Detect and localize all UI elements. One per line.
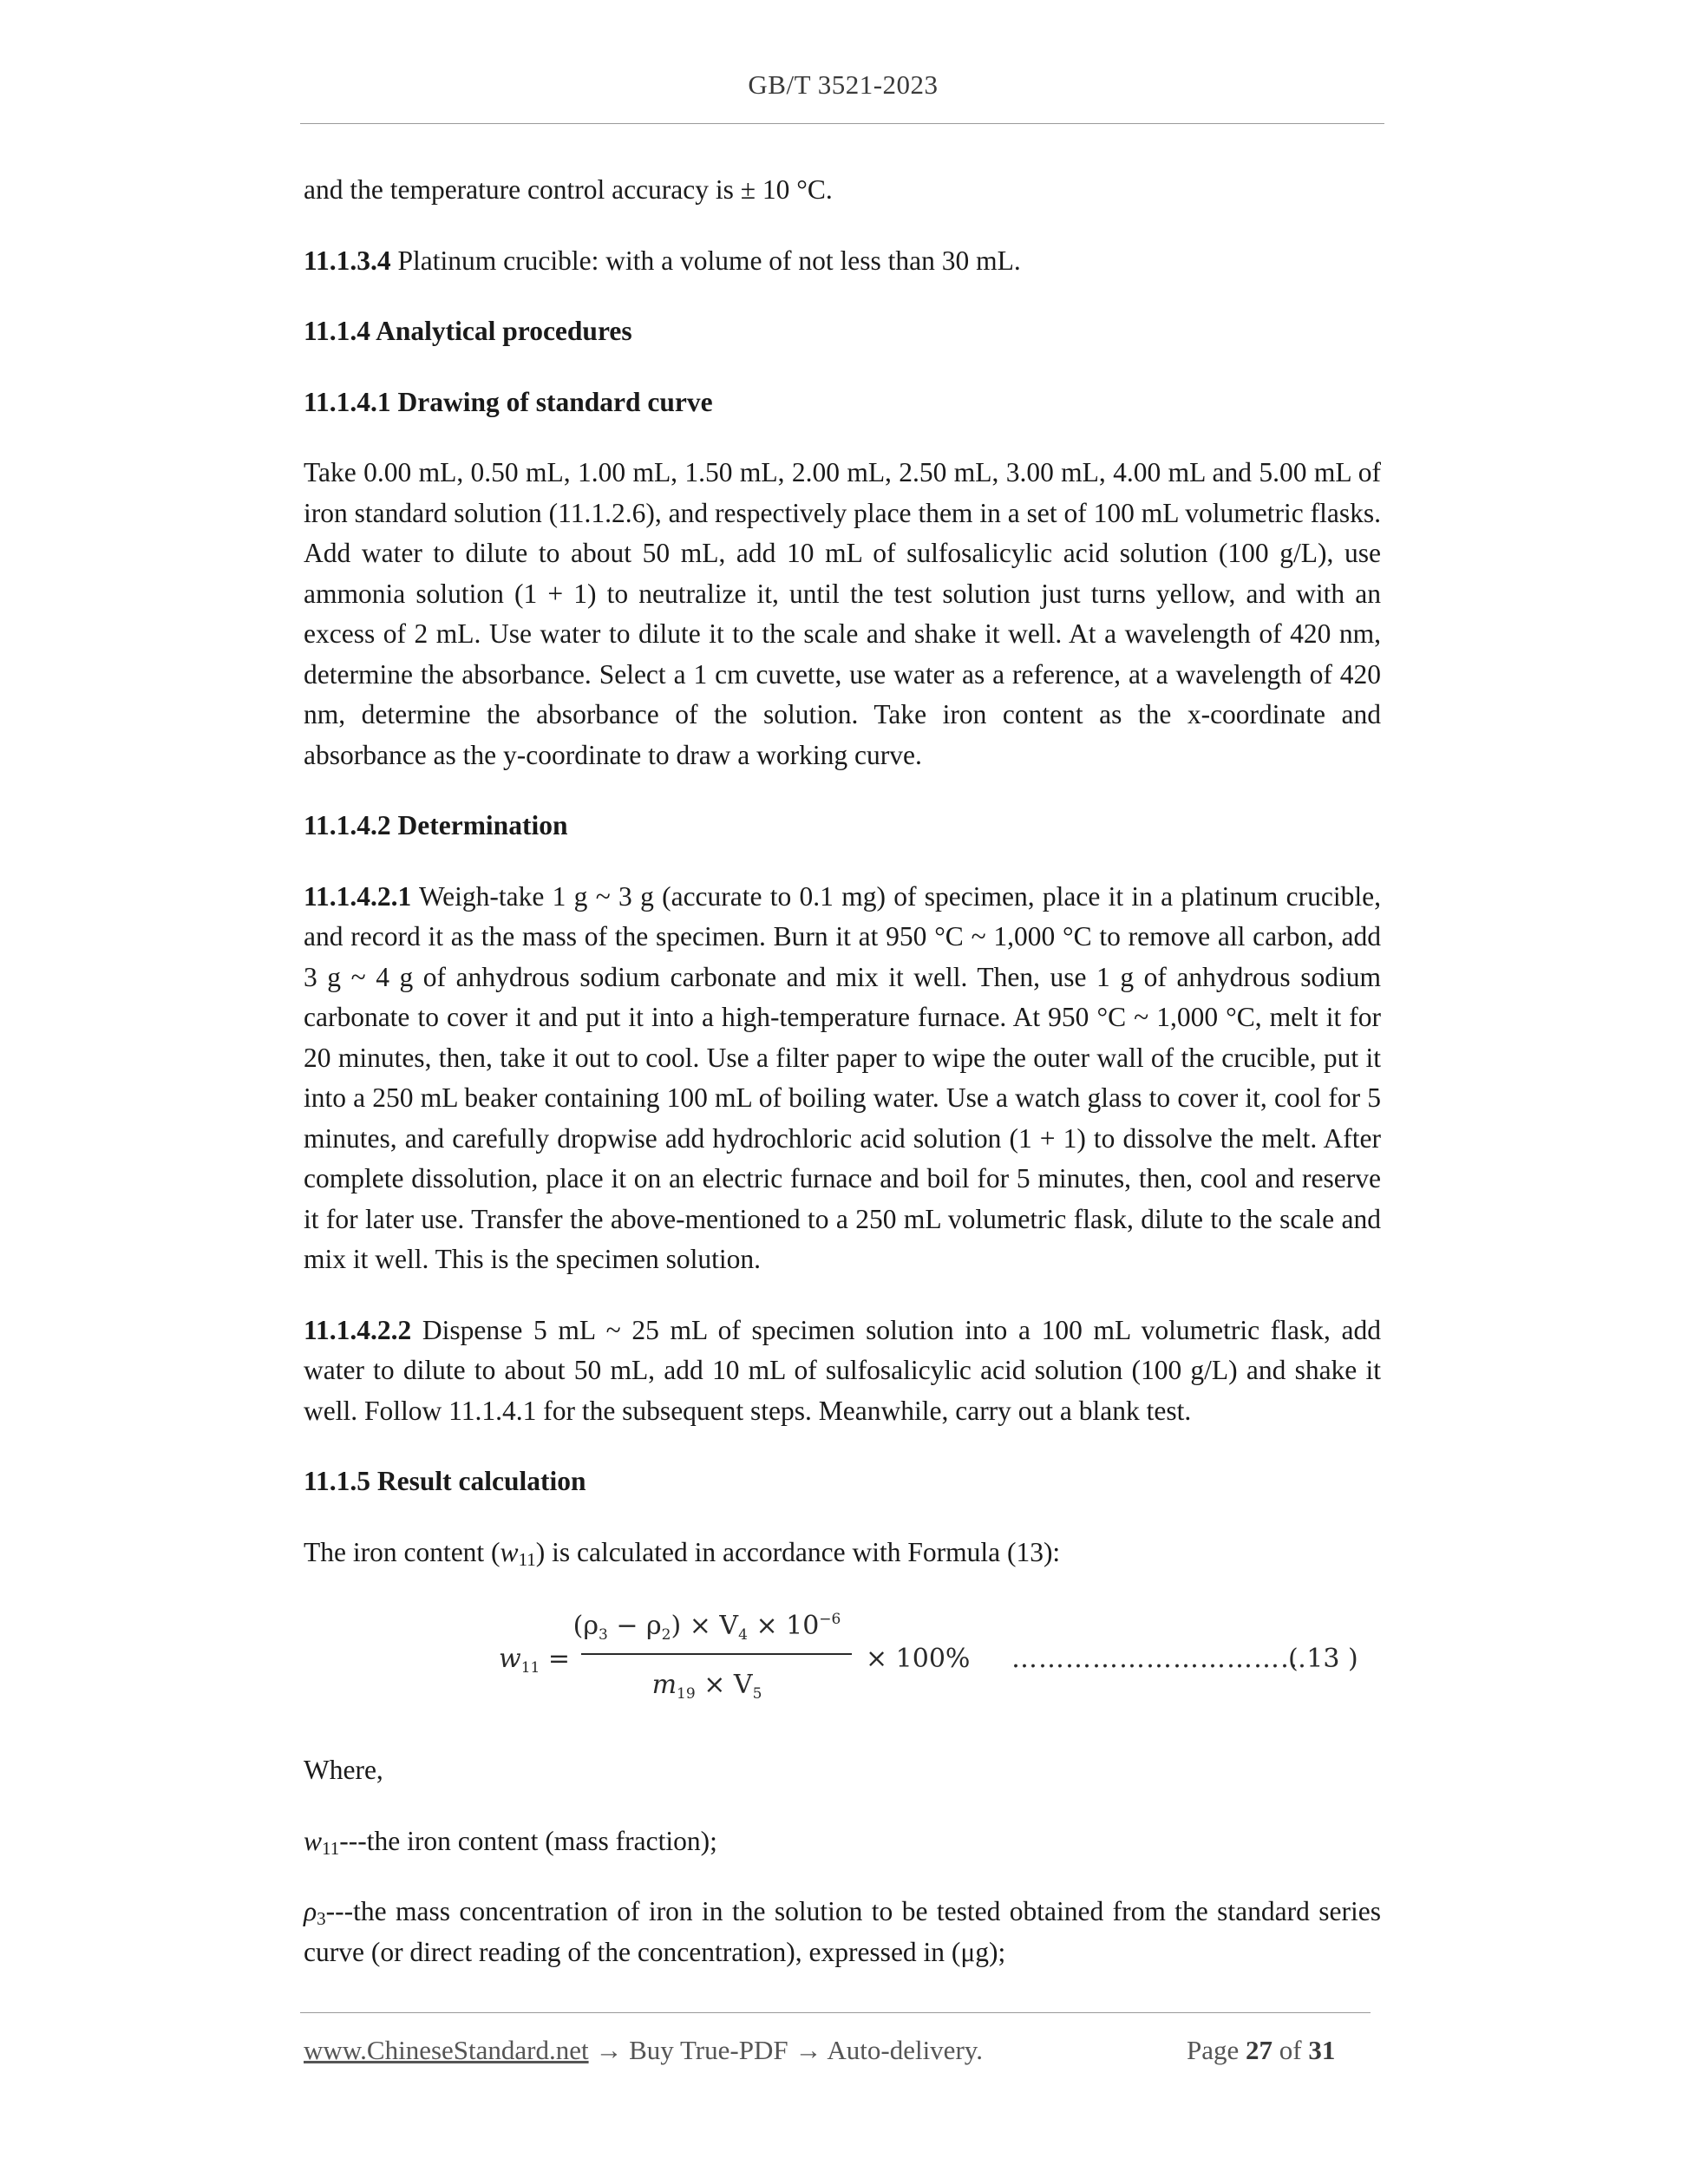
paragraph: The iron content $(w_{11})$ is calculated in accordance with Formula (13): — [304, 1536, 1061, 1570]
fraction-bar — [581, 1653, 852, 1655]
definition-item: $\rho_3--$-the mass concentration of iron in the solution to be tested obtained from the standard series curve (or direct reading of the concentration), expressed in (μg); — [304, 1896, 1381, 1967]
definition-item: $w_{11}--$-the iron content (mass fraction); — [304, 1825, 717, 1859]
clause-text: Dispense 5 mL ~ 25 mL of specimen solution into a 100 mL volumetric flask, add water to dilute to about 50 mL, add 10 mL of sulfosalicylic acid solution (100 g/L) and shake it well. Follow 11.1.4.1 for the subsequent steps. Meanwhile, carry out a blank test. — [304, 1314, 1381, 1426]
page-header: GB/T 3521-2023 — [748, 69, 939, 100]
clause-number: 11.1.3.4 — [304, 245, 391, 276]
section-heading: 11.1.4.1 Drawing of standard curve — [304, 386, 713, 417]
clause-11-1-4-2-1 — [304, 877, 1381, 1280]
paragraph: Take 0.00 mL, 0.50 mL, 1.00 mL, 1.50 mL, 2.00 mL, 2.50 mL, 3.00 mL, 4.00 mL and 5.00 mL of iron standard solution (11.1.2.6), and respectively place them in a set of 100 mL volumetric flasks. Add water to dilute to about 50 mL, add 10 mL of sulfosalicylic acid solution (100 g/L), use ammonia solution (1 + 1) to neutralize it, until the test solution just turns yellow, and with an excess of 2 mL. Use water to dilute it to the scale and shake it well. At a wavelength of 420 nm, determine the absorbance. Select a 1 cm cuvette, use water as a reference, at a wavelength of 420 nm, determine the absorbance of the solution. Take iron content as the x-coordinate and absorbance as the y-coordinate to draw a working curve. — [304, 457, 1381, 770]
clause-text: Weigh-take 1 g ~ 3 g (accurate to 0.1 mg) of specimen, place it in a platinum crucible, and record it as the mass of the specimen. Burn it at 950 °C ~ 1,000 °C to remove all carbon, add 3 g ~ 4 g of anhydrous sodium carbonate and mix it well. Then, use 1 g of anhydrous sodium carbonate to cover it and put it into a high-temperature furnace. At 950 °C ~ 1,000 °C, melt it for 20 minutes, then, take it out to cool. Use a filter paper to wipe the outer wall of the crucible, put it into a 250 mL beaker containing 100 mL of boiling water. Use a watch glass to cover it, cool for 5 minutes, and carefully dropwise add hydrochloric acid solution (1 + 1) to dissolve the melt. After complete dissolution, place it on an electric furnace and boil for 5 minutes, then, cool and reserve it for later use. Transfer the above-mentioned to a 250 mL volumetric flask, dilute to the scale and mix it well. This is the specimen solution. — [304, 880, 1381, 1274]
clause-11-1-4-2-2 — [304, 1311, 1381, 1432]
formula-numerator: $(\rho_3 - \rho_2) \times V_4 \times 10^{-6}$ — [572, 1611, 841, 1644]
leader-dots: …………………………… — [1011, 1644, 1307, 1674]
footer-divider — [300, 2012, 1371, 2013]
footer-promo — [304, 2035, 983, 2066]
website-link[interactable]: www.ChineseStandard.net — [304, 2035, 589, 2065]
formula-lhs: $w_{11}$ = — [499, 1644, 571, 1677]
header-divider — [300, 123, 1384, 124]
clause-number: 11.1.4.2.1 — [304, 880, 412, 912]
section-heading: 11.1.4 Analytical procedures — [304, 316, 632, 346]
paragraph: and the temperature control accuracy is ± 10 °C. — [304, 174, 833, 205]
total-pages: 31 — [1308, 2035, 1336, 2065]
page-number: Page 27 of 31 — [1187, 2035, 1336, 2065]
clause-11-1-3-4 — [304, 241, 1381, 282]
clause-number: 11.1.4.2.2 — [304, 1314, 412, 1345]
formula-number: ( 13 ) — [1288, 1644, 1358, 1674]
formula-denominator: $m_{19} \times V_5$ — [651, 1670, 762, 1703]
document-body — [304, 170, 1381, 2003]
clause-text: Platinum crucible: with a volume of not less than 30 mL. — [390, 245, 1021, 276]
formula-13 — [304, 1603, 1381, 1716]
section-heading: 11.1.4.2 Determination — [304, 810, 568, 840]
formula-multiplier: × 100% — [866, 1644, 971, 1674]
section-heading: 11.1.5 Result calculation — [304, 1466, 586, 1496]
current-page: 27 — [1246, 2035, 1273, 2065]
paragraph: Where, — [304, 1755, 383, 1785]
footer-promo-text: → Buy True-PDF → Auto-delivery. — [588, 2035, 983, 2065]
